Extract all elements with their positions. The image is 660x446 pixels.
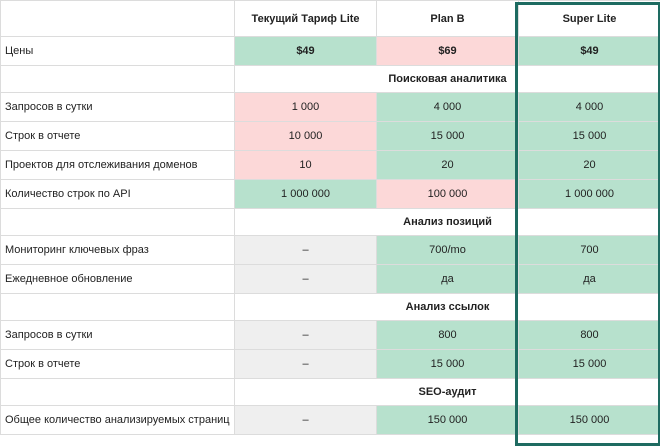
row-label: Цены xyxy=(1,37,235,66)
cell-super-lite: 150 000 xyxy=(519,406,660,435)
cell-super-lite: $49 xyxy=(519,37,660,66)
header-row xyxy=(1,1,660,37)
section-row xyxy=(1,379,660,406)
cell-plan-b: 20 xyxy=(377,151,519,180)
section-row xyxy=(1,294,660,321)
table-row xyxy=(1,180,660,209)
table-row xyxy=(1,122,660,151)
table-row xyxy=(1,265,660,294)
cell-current-lite: 10 xyxy=(235,151,377,180)
cell-current-lite: – xyxy=(235,321,377,350)
cell-plan-b: да xyxy=(377,265,519,294)
section-blank-cell xyxy=(1,379,235,406)
row-label: Ежедневное обновление xyxy=(1,265,235,294)
table-row xyxy=(1,406,660,435)
table-row xyxy=(1,350,660,379)
row-label: Строк в отчете xyxy=(1,122,235,151)
row-label: Количество строк по API xyxy=(1,180,235,209)
table-row xyxy=(1,236,660,265)
cell-plan-b: 15 000 xyxy=(377,350,519,379)
header-current-lite: Текущий Тариф Lite xyxy=(235,1,377,37)
cell-current-lite: $49 xyxy=(235,37,377,66)
section-blank-cell xyxy=(1,294,235,321)
cell-super-lite: 15 000 xyxy=(519,350,660,379)
row-label: Проектов для отслеживания доменов xyxy=(1,151,235,180)
header-plan-b: Plan B xyxy=(377,1,519,37)
cell-super-lite: да xyxy=(519,265,660,294)
cell-plan-b: 700/mo xyxy=(377,236,519,265)
cell-super-lite: 20 xyxy=(519,151,660,180)
row-label: Мониторинг ключевых фраз xyxy=(1,236,235,265)
row-label: Общее количество анализируемых страниц xyxy=(1,406,235,435)
table-row xyxy=(1,151,660,180)
cell-super-lite: 4 000 xyxy=(519,93,660,122)
cell-current-lite: 10 000 xyxy=(235,122,377,151)
row-label: Строк в отчете xyxy=(1,350,235,379)
table-row xyxy=(1,321,660,350)
section-title: Анализ позиций xyxy=(235,209,660,236)
row-label: Запросов в сутки xyxy=(1,321,235,350)
section-title: SEO-аудит xyxy=(235,379,660,406)
section-row xyxy=(1,209,660,236)
cell-current-lite: 1 000 000 xyxy=(235,180,377,209)
cell-current-lite: 1 000 xyxy=(235,93,377,122)
table-row xyxy=(1,93,660,122)
section-row xyxy=(1,66,660,93)
cell-super-lite: 1 000 000 xyxy=(519,180,660,209)
row-label: Запросов в сутки xyxy=(1,93,235,122)
cell-current-lite: – xyxy=(235,406,377,435)
cell-super-lite: 800 xyxy=(519,321,660,350)
section-title: Анализ ссылок xyxy=(235,294,660,321)
cell-current-lite: – xyxy=(235,265,377,294)
cell-plan-b: 4 000 xyxy=(377,93,519,122)
cell-plan-b: 800 xyxy=(377,321,519,350)
cell-current-lite: – xyxy=(235,350,377,379)
table-row xyxy=(1,37,660,66)
section-title: Поисковая аналитика xyxy=(235,66,660,93)
cell-plan-b: 15 000 xyxy=(377,122,519,151)
cell-super-lite: 700 xyxy=(519,236,660,265)
cell-plan-b: $69 xyxy=(377,37,519,66)
cell-current-lite: – xyxy=(235,236,377,265)
header-corner-cell xyxy=(1,1,235,37)
section-blank-cell xyxy=(1,66,235,93)
cell-plan-b: 100 000 xyxy=(377,180,519,209)
header-super-lite: Super Lite xyxy=(519,1,660,37)
cell-plan-b: 150 000 xyxy=(377,406,519,435)
section-blank-cell xyxy=(1,209,235,236)
cell-super-lite: 15 000 xyxy=(519,122,660,151)
